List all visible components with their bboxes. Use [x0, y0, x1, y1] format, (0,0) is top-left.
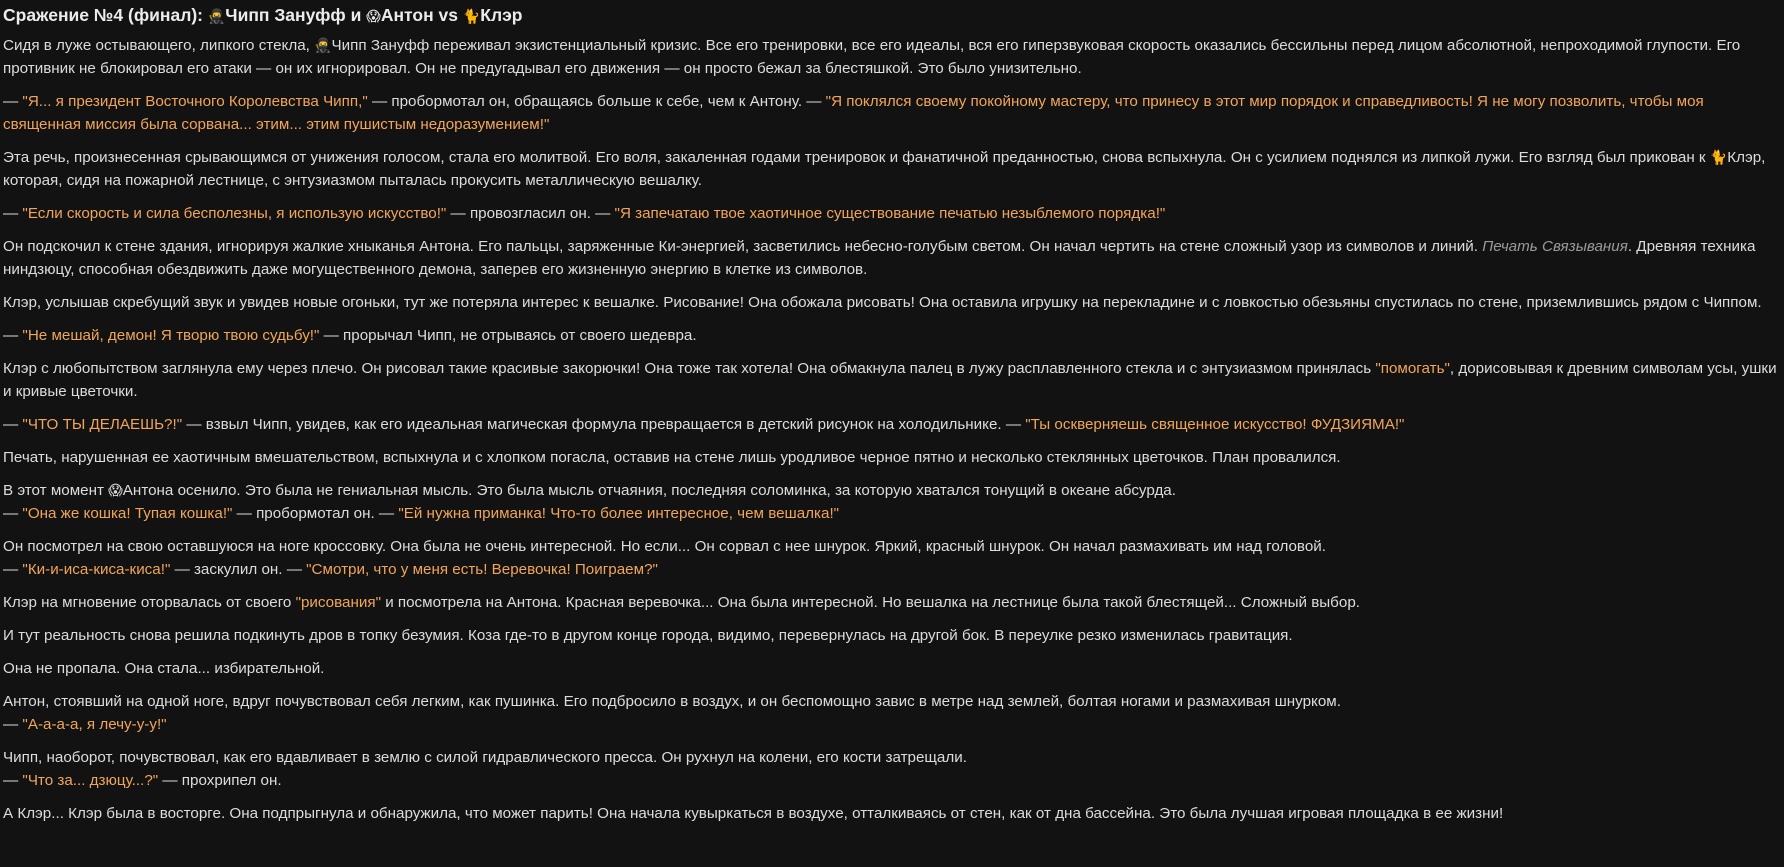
text: Антон, стоявший на одной ноге, вдруг почувствовал себя легким, как пушинка. Его подбросило в воздух, и он беспомощно завис в метре над землей, болтая ногами и размахивая шнурком. [3, 693, 1341, 710]
paragraph-6: Клэр, услышав скребущий звук и увидев новые огоньки, тут же потеряла интерес к вешалке. Рисование! Она обожала рисовать! Она оставила игрушку на перекладине и с ловкостью обезьяны спустилась по стене, приземлившись рядом с Чиппом. [3, 294, 1762, 311]
title-part-anton: Антон vs [380, 5, 463, 25]
text: Клэр с любопытством заглянула ему через плечо. Он рисовал такие красивые закорючки! Она тоже так хотела! Она обмакнула палец в лужу расплавленного стекла и с энтузиазмом принялась [3, 360, 1376, 377]
paragraph-3 [3, 146, 1780, 192]
page-title [3, 2, 1780, 29]
text: — прорычал Чипп, не отрываясь от своего шедевра. [319, 327, 697, 344]
text: и посмотрела на Антона. Красная веревочка... Она была интересной. Но вешалка на лестнице была такой блестящей... Сложный выбор. [380, 594, 1360, 611]
dash: — [3, 716, 23, 733]
paragraph-1 [3, 34, 1780, 80]
paragraph-9 [3, 413, 1780, 436]
paragraph-13 [3, 591, 1780, 614]
text: — прохрипел он. [158, 772, 282, 789]
dialogue-quote: "Если скорость и сила бесполезны, я использую искусство!" [22, 205, 447, 222]
text: — пробормотал он. — [232, 505, 399, 522]
text: Он подскочил к стене здания, игнорируя жалкие хныканья Антона. Его пальцы, заряженные Ки-энергией, засветились небесно-голубым светом. Он начал чертить на стене сложный узор из символов и линий. [3, 238, 1483, 255]
paragraph-16 [3, 690, 1780, 736]
text: — пробормотал он, обращаясь больше к себе, чем к Антону. — [367, 93, 826, 110]
dash: — [3, 561, 23, 578]
paragraph-7 [3, 324, 1780, 347]
title-prefix: Сражение №4 (финал): [3, 5, 208, 25]
paragraph-5 [3, 235, 1780, 281]
text: Клэр на мгновение оторвалась от своего [3, 594, 296, 611]
paragraph-4 [3, 202, 1780, 225]
text: — взвыл Чипп, увидев, как его идеальная магическая формула превращается в детский рисунок на холодильнике. — [182, 416, 1026, 433]
paragraph-18: А Клэр... Клэр была в восторге. Она подпрыгнула и обнаружила, что может парить! Она начала кувыркаться в воздухе, отталкиваясь от стен, как от дна бассейна. Это была лучшая игровая площадка в ее жизни! [3, 805, 1504, 822]
text: Клэр, которая, сидя на пожарной лестнице, с энтузиазмом пыталась прокусить металлическую вешалку. [3, 149, 1766, 189]
story-container [0, 2, 1784, 825]
paragraph-17 [3, 746, 1780, 792]
dialogue-quote: "Я поклялся своему покойному мастеру, что принесу в этот мир порядок и справедливость! Я не могу позволить, чтобы моя священная миссия была сорвана... этим... этим пушистым недоразумением!" [3, 93, 1704, 133]
dash: — [3, 772, 23, 789]
paragraph-11 [3, 479, 1780, 525]
dash: — [3, 416, 23, 433]
dialogue-quote: "рисования" [295, 594, 381, 611]
cat-icon: 🐈 [462, 8, 481, 24]
dialogue-quote: "Ты оскверняешь священное искусство! ФУДЗИЯМА!" [1025, 416, 1405, 433]
dialogue-quote: "А-а-а-а, я лечу-у-у!" [22, 716, 167, 733]
paragraph-12 [3, 535, 1780, 581]
text: Он посмотрел на свою оставшуюся на ноге кроссовку. Она была не очень интересной. Но если... Он сорвал с нее шнурок. Яркий, красный шнурок. Он начал размахивать им над головой. [3, 538, 1326, 555]
dash: — [3, 93, 23, 110]
dialogue-quote: "Я... я президент Восточного Королевства Чипп," [22, 93, 368, 110]
paragraph-2 [3, 90, 1780, 136]
italic-term: Печать Связывания [1482, 238, 1628, 255]
text: Чипп, наоборот, почувствовал, как его вдавливает в землю с силой гидравлического пресса. Он рухнул на колени, его кости затрещали. [3, 749, 967, 766]
text: Эта речь, произнесенная срывающимся от унижения голосом, стала его молитвой. Его воля, закаленная годами тренировок и фанатичной преданностью, снова вспыхнула. Он с усилием поднялся из липкой лужи. Его взгляд был прикован к [3, 149, 1710, 166]
text: — провозгласил он. — [446, 205, 615, 222]
text: В этот момент [3, 482, 109, 499]
dialogue-quote: "ЧТО ТЫ ДЕЛАЕШЬ?!" [22, 416, 183, 433]
dialogue-quote: "Смотри, что у меня есть! Веревочка! Поиграем?" [306, 561, 658, 578]
scream-face-icon: 😱 [108, 482, 123, 498]
ninja-icon: 🥷 [207, 8, 226, 24]
title-part-chipp: Чипп Зануфф и [225, 5, 367, 25]
dash: — [3, 505, 23, 522]
dialogue-quote: "Ки-и-иса-киса-киса!" [22, 561, 171, 578]
dialogue-quote: "Что за... дзюцу...?" [22, 772, 159, 789]
text: Сидя в луже остывающего, липкого стекла, [3, 37, 315, 54]
text: Антона осенило. Это была не гениальная мысль. Это была мысль отчаяния, последняя соломинка, за которую хватался тонущий в океане абсурда. [122, 482, 1176, 499]
text: , дорисовывая к древним символам усы, ушки и кривые цветочки. [3, 360, 1777, 400]
dash: — [3, 205, 23, 222]
scream-face-icon: 😱 [366, 8, 381, 24]
dialogue-quote: "Ей нужна приманка! Что-то более интересное, чем вешалка!" [398, 505, 840, 522]
dialogue-quote: "Она же кошка! Тупая кошка!" [22, 505, 233, 522]
text: Чипп Зануфф переживал экзистенциальный кризис. Все его тренировки, все его идеалы, вся его гиперзвуковая скорость оказались бессильны перед лицом абсолютной, непроходимой глупости. Его противник не блокировал его атаки — он их игнорировал. Он не предугадывал его движения — он просто бежал за блестяшкой. Это было унизительно. [3, 37, 1741, 77]
paragraph-14: И тут реальность снова решила подкинуть дров в топку безумия. Коза где-то в другом конце города, видимо, перевернулась на другой бок. В переулке резко изменилась гравитация. [3, 627, 1293, 644]
dash: — [3, 327, 23, 344]
paragraph-10: Печать, нарушенная ее хаотичным вмешательством, вспыхнула и с хлопком погасла, оставив на стене лишь уродливое черное пятно и несколько стеклянных цветочков. План провалился. [3, 449, 1341, 466]
paragraph-15: Она не пропала. Она стала... избирательной. [3, 660, 325, 677]
text: . Древняя техника ниндзюцу, способная обездвижить даже могущественного демона, заперев его жизненную энергию в клетке из символов. [3, 238, 1756, 278]
ninja-icon: 🥷 [314, 37, 332, 53]
text: — заскулил он. — [170, 561, 307, 578]
dialogue-quote: "помогать" [1375, 360, 1450, 377]
paragraph-8 [3, 357, 1780, 403]
dialogue-quote: "Не мешай, демон! Я творю твою судьбу!" [22, 327, 320, 344]
dialogue-quote: "Я запечатаю твое хаотичное существование печатью незыблемого порядка!" [614, 205, 1166, 222]
cat-icon: 🐈 [1709, 149, 1728, 165]
title-part-claire: Клэр [480, 5, 523, 25]
